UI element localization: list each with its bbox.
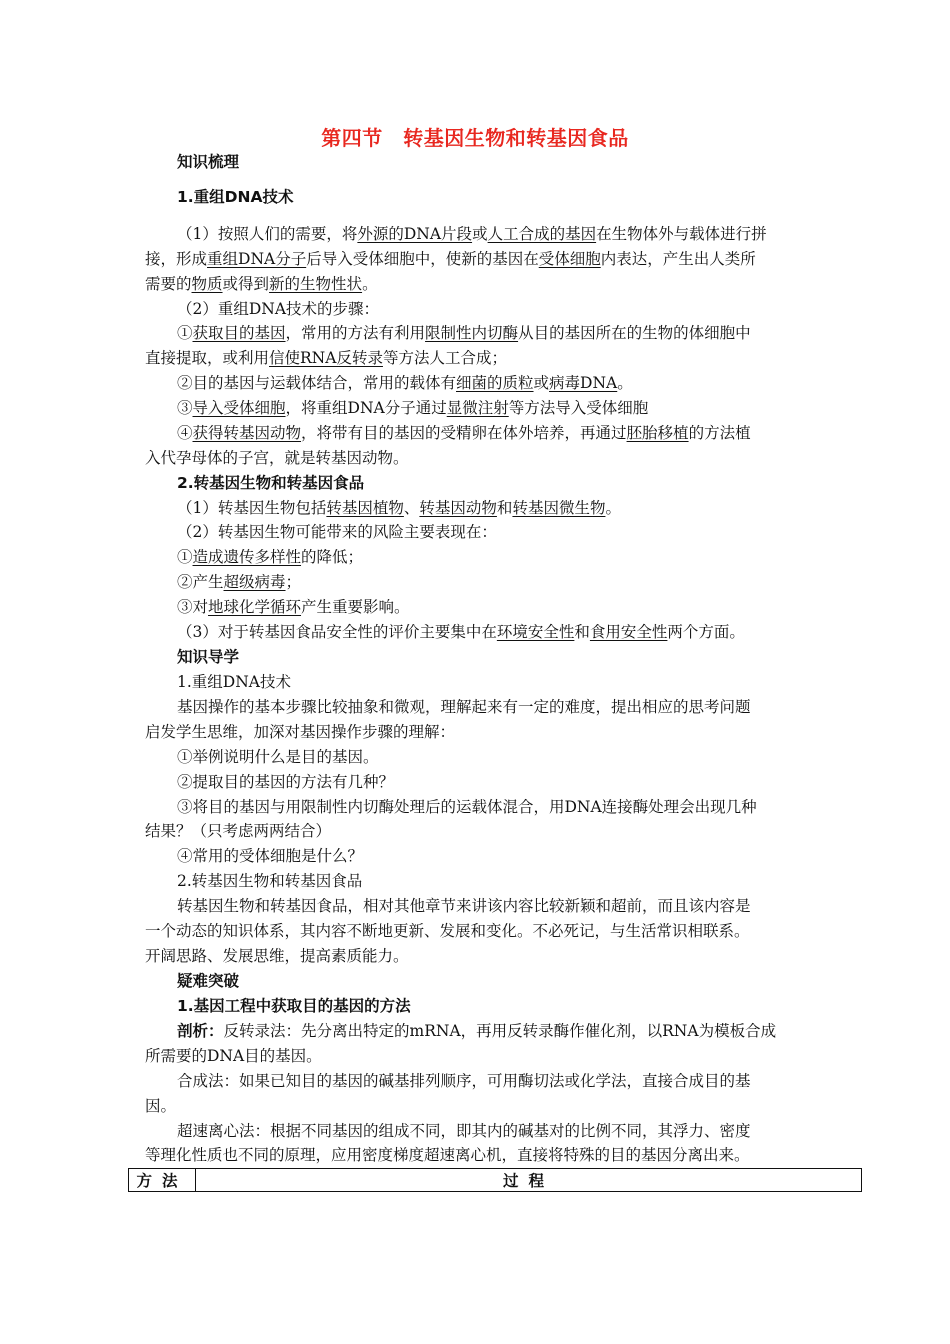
subheading-recombinant-dna: 1.重组DNA技术 [177,188,294,206]
paragraph-line: ②提取目的基因的方法有几种？ [177,773,395,791]
paragraph-line: ③对地球化学循环产生重要影响。 [177,598,410,616]
paragraph-line: 需要的物质或得到新的生物性状。 [145,275,378,293]
page-title: 第四节 转基因生物和转基因食品 [321,126,629,150]
paragraph-line: （1）按照人们的需要，将外源的DNA片段或人工合成的基因在生物体外与载体进行拼 [177,225,767,243]
table-header-method: 方法 [129,1169,196,1192]
paragraph-line: 启发学生思维，加深对基因操作步骤的理解： [145,723,456,741]
paragraph-line: 转基因生物和转基因食品，相对其他章节来讲该内容比较新颖和超前，而且该内容是 [177,897,751,915]
paragraph-line: 入代孕母体的子宫，就是转基因动物。 [145,449,409,467]
paragraph-line: 所需要的DNA目的基因。 [145,1047,322,1065]
paragraph-line: ③将目的基因与用限制性内切酶处理后的运载体混合，用DNA连接酶处理会出现几种 [177,798,757,816]
paragraph-line: 超速离心法：根据不同基因的组成不同，即其内的碱基对的比例不同，其浮力、密度 [177,1122,751,1140]
paragraph-line: 基因操作的基本步骤比较抽象和微观，理解起来有一定的难度，提出相应的思考问题 [177,698,751,716]
paragraph-line: 合成法：如果已知目的基因的碱基排列顺序，可用酶切法或化学法，直接合成目的基 [177,1072,751,1090]
section-heading-knowledge-guide: 知识导学 [177,648,240,666]
paragraph-line: 等理化性质也不同的原理，应用密度梯度超速离心机，直接将特殊的目的基因分离出来。 [145,1146,750,1164]
paragraph-line: 结果？（只考虑两两结合） [145,822,332,840]
paragraph-line: ②产生超级病毒； [177,573,302,591]
analysis-label: 剖析： [177,1022,224,1040]
paragraph-line: ④获得转基因动物，将带有目的基因的受精卵在体外培养，再通过胚胎移植的方法植 [177,424,751,442]
section-heading-knowledge-review: 知识梳理 [177,153,240,171]
paragraph-line: ③导入受体细胞，将重组DNA分子通过显微注射等方法导入受体细胞 [177,399,649,417]
paragraph-line: 因。 [145,1097,177,1115]
paragraph-line: （1）转基因生物包括转基因植物、转基因动物和转基因微生物。 [177,499,621,517]
paragraph-line: 剖析：反转录法：先分离出特定的mRNA，再用反转录酶作催化剂，以RNA为模板合成 [177,1022,777,1040]
methods-table [128,1168,862,1192]
paragraph-line: （2）重组DNA技术的步骤： [177,300,380,318]
paragraph-line: ④常用的受体细胞是什么？ [177,847,364,865]
paragraph-line: （2）转基因生物可能带来的风险主要表现在： [177,523,497,541]
table-header-process: 过程 [196,1169,862,1192]
paragraph-line: （3）对于转基因食品安全性的评价主要集中在环境安全性和食用安全性两个方面。 [177,623,745,641]
paragraph-line: ①获取目的基因，常用的方法有利用限制性内切酶从目的基因所在的生物的体细胞中 [177,324,751,342]
subheading-transgenic-guide: 2.转基因生物和转基因食品 [177,872,363,890]
paragraph-line: ②目的基因与运载体结合，常用的载体有细菌的质粒或病毒DNA。 [177,374,633,392]
table-header-row [129,1169,862,1192]
paragraph-line: 直接提取，或利用信使RNA反转录等方法人工合成； [145,349,507,367]
paragraph-line: 开阔思路、发展思维，提高素质能力。 [145,947,409,965]
paragraph-line: ①造成遗传多样性的降低； [177,548,364,566]
subheading-gene-isolation: 1.基因工程中获取目的基因的方法 [177,997,411,1015]
section-heading-difficulties: 疑难突破 [177,972,240,990]
subheading-transgenic: 2.转基因生物和转基因食品 [177,474,365,492]
subheading-recombinant-dna-guide: 1.重组DNA技术 [177,673,291,691]
paragraph-line: 接，形成重组DNA分子后导入受体细胞中，使新的基因在受体细胞内表达，产生出人类所 [145,250,756,268]
paragraph-line: 一个动态的知识体系，其内容不断地更新、发展和变化。不必死记，与生活常识相联系。 [145,922,750,940]
paragraph-line: ①举例说明什么是目的基因。 [177,748,379,766]
